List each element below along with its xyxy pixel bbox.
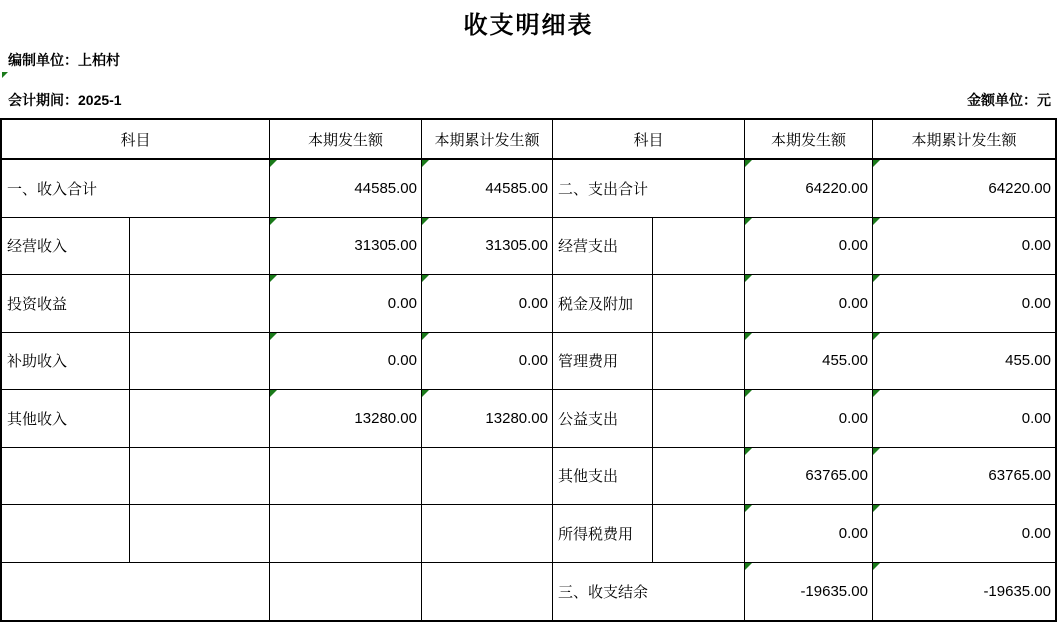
comment-flag-icon xyxy=(873,333,880,340)
amount-cumulative-cell[interactable]: 0.00 xyxy=(422,275,553,333)
amount-current-cell[interactable]: 0.00 xyxy=(745,275,873,333)
header-current-right: 本期发生额 xyxy=(745,120,873,160)
subject-detail-cell[interactable] xyxy=(130,333,270,391)
comment-flag-icon xyxy=(422,390,429,397)
accounting-period-label: 会计期间：2025-1 xyxy=(8,92,122,108)
subject-detail-cell[interactable] xyxy=(130,505,270,563)
amount-current-cell[interactable]: 455.00 xyxy=(745,333,873,391)
amount-current-cell[interactable]: 31305.00 xyxy=(270,218,422,276)
subject-cell[interactable]: 税金及附加 xyxy=(553,275,653,333)
amount-cumulative-cell[interactable]: 64220.00 xyxy=(873,160,1055,218)
page-title: 收支明细表 xyxy=(463,13,594,39)
subject-cell[interactable] xyxy=(2,563,270,621)
subject-cell[interactable]: 一、收入合计 xyxy=(2,160,270,218)
comment-flag-icon xyxy=(745,160,752,167)
comment-flag-icon xyxy=(270,160,277,167)
amount-current-cell[interactable]: 0.00 xyxy=(745,505,873,563)
subject-detail-cell[interactable] xyxy=(130,275,270,333)
comment-flag-icon xyxy=(873,505,880,512)
amount-cumulative-cell[interactable]: 0.00 xyxy=(873,218,1055,276)
subject-detail-cell[interactable] xyxy=(653,275,745,333)
subject-detail-cell[interactable] xyxy=(130,390,270,448)
comment-flag-icon xyxy=(745,505,752,512)
comment-flag-icon xyxy=(745,275,752,282)
amount-cumulative-cell[interactable]: 0.00 xyxy=(422,333,553,391)
comment-flag-icon xyxy=(745,333,752,340)
amount-cumulative-cell[interactable]: 0.00 xyxy=(873,275,1055,333)
subject-cell[interactable]: 经营收入 xyxy=(2,218,130,276)
comment-flag-icon xyxy=(422,333,429,340)
amount-current-cell[interactable]: 0.00 xyxy=(745,218,873,276)
subject-cell[interactable] xyxy=(2,448,130,506)
comment-flag-icon xyxy=(422,160,429,167)
amount-current-cell[interactable] xyxy=(270,448,422,506)
subject-detail-cell[interactable] xyxy=(653,505,745,563)
comment-flag-icon xyxy=(873,275,880,282)
amount-current-cell[interactable]: 63765.00 xyxy=(745,448,873,506)
comment-flag-icon xyxy=(422,275,429,282)
header-current-left: 本期发生额 xyxy=(270,120,422,160)
amount-cumulative-cell[interactable]: 0.00 xyxy=(873,390,1055,448)
subject-cell[interactable]: 所得税费用 xyxy=(553,505,653,563)
amount-current-cell[interactable]: 13280.00 xyxy=(270,390,422,448)
comment-flag-icon xyxy=(2,72,8,78)
amount-current-cell[interactable]: 64220.00 xyxy=(745,160,873,218)
subject-cell[interactable] xyxy=(2,505,130,563)
comment-flag-icon xyxy=(745,218,752,225)
amount-current-cell[interactable]: 0.00 xyxy=(270,333,422,391)
compiling-unit-label: 编制单位：上柏村 xyxy=(8,52,120,68)
amount-current-cell[interactable]: -19635.00 xyxy=(745,563,873,621)
header-subject-right: 科目 xyxy=(553,120,745,160)
amount-current-cell[interactable]: 0.00 xyxy=(270,275,422,333)
amount-current-cell[interactable]: 44585.00 xyxy=(270,160,422,218)
amount-cumulative-cell[interactable]: -19635.00 xyxy=(873,563,1055,621)
subject-detail-cell[interactable] xyxy=(653,333,745,391)
subject-detail-cell[interactable] xyxy=(653,448,745,506)
comment-flag-icon xyxy=(873,390,880,397)
comment-flag-icon xyxy=(270,333,277,340)
amount-cumulative-cell[interactable] xyxy=(422,563,553,621)
comment-flag-icon xyxy=(270,218,277,225)
amount-cumulative-cell[interactable]: 13280.00 xyxy=(422,390,553,448)
comment-flag-icon xyxy=(873,160,880,167)
header-cumulative-left: 本期累计发生额 xyxy=(422,120,553,160)
income-expense-table xyxy=(0,118,1057,622)
amount-cumulative-cell[interactable] xyxy=(422,505,553,563)
subject-detail-cell[interactable] xyxy=(130,218,270,276)
comment-flag-icon xyxy=(745,563,752,570)
subject-cell[interactable]: 经营支出 xyxy=(553,218,653,276)
subject-detail-cell[interactable] xyxy=(653,218,745,276)
subject-cell[interactable]: 管理费用 xyxy=(553,333,653,391)
subject-detail-cell[interactable] xyxy=(130,448,270,506)
subject-cell[interactable]: 公益支出 xyxy=(553,390,653,448)
subject-cell[interactable]: 其他支出 xyxy=(553,448,653,506)
comment-flag-icon xyxy=(873,448,880,455)
header-cumulative-right: 本期累计发生额 xyxy=(873,120,1055,160)
comment-flag-icon xyxy=(270,390,277,397)
subject-cell[interactable]: 投资收益 xyxy=(2,275,130,333)
header-subject-left: 科目 xyxy=(2,120,270,160)
comment-flag-icon xyxy=(270,275,277,282)
amount-cumulative-cell[interactable]: 63765.00 xyxy=(873,448,1055,506)
subject-cell[interactable]: 其他收入 xyxy=(2,390,130,448)
comment-flag-icon xyxy=(745,448,752,455)
comment-flag-icon xyxy=(745,390,752,397)
amount-current-cell[interactable] xyxy=(270,563,422,621)
currency-unit-label: 金额单位：元 xyxy=(967,92,1051,108)
comment-flag-icon xyxy=(422,218,429,225)
amount-cumulative-cell[interactable]: 455.00 xyxy=(873,333,1055,391)
subject-detail-cell[interactable] xyxy=(653,390,745,448)
subject-cell[interactable]: 二、支出合计 xyxy=(553,160,745,218)
comment-flag-icon xyxy=(873,218,880,225)
comment-flag-icon xyxy=(873,563,880,570)
subject-cell[interactable]: 三、收支结余 xyxy=(553,563,745,621)
subject-cell[interactable]: 补助收入 xyxy=(2,333,130,391)
amount-current-cell[interactable] xyxy=(270,505,422,563)
amount-current-cell[interactable]: 0.00 xyxy=(745,390,873,448)
amount-cumulative-cell[interactable]: 0.00 xyxy=(873,505,1055,563)
amount-cumulative-cell[interactable]: 31305.00 xyxy=(422,218,553,276)
amount-cumulative-cell[interactable] xyxy=(422,448,553,506)
amount-cumulative-cell[interactable]: 44585.00 xyxy=(422,160,553,218)
